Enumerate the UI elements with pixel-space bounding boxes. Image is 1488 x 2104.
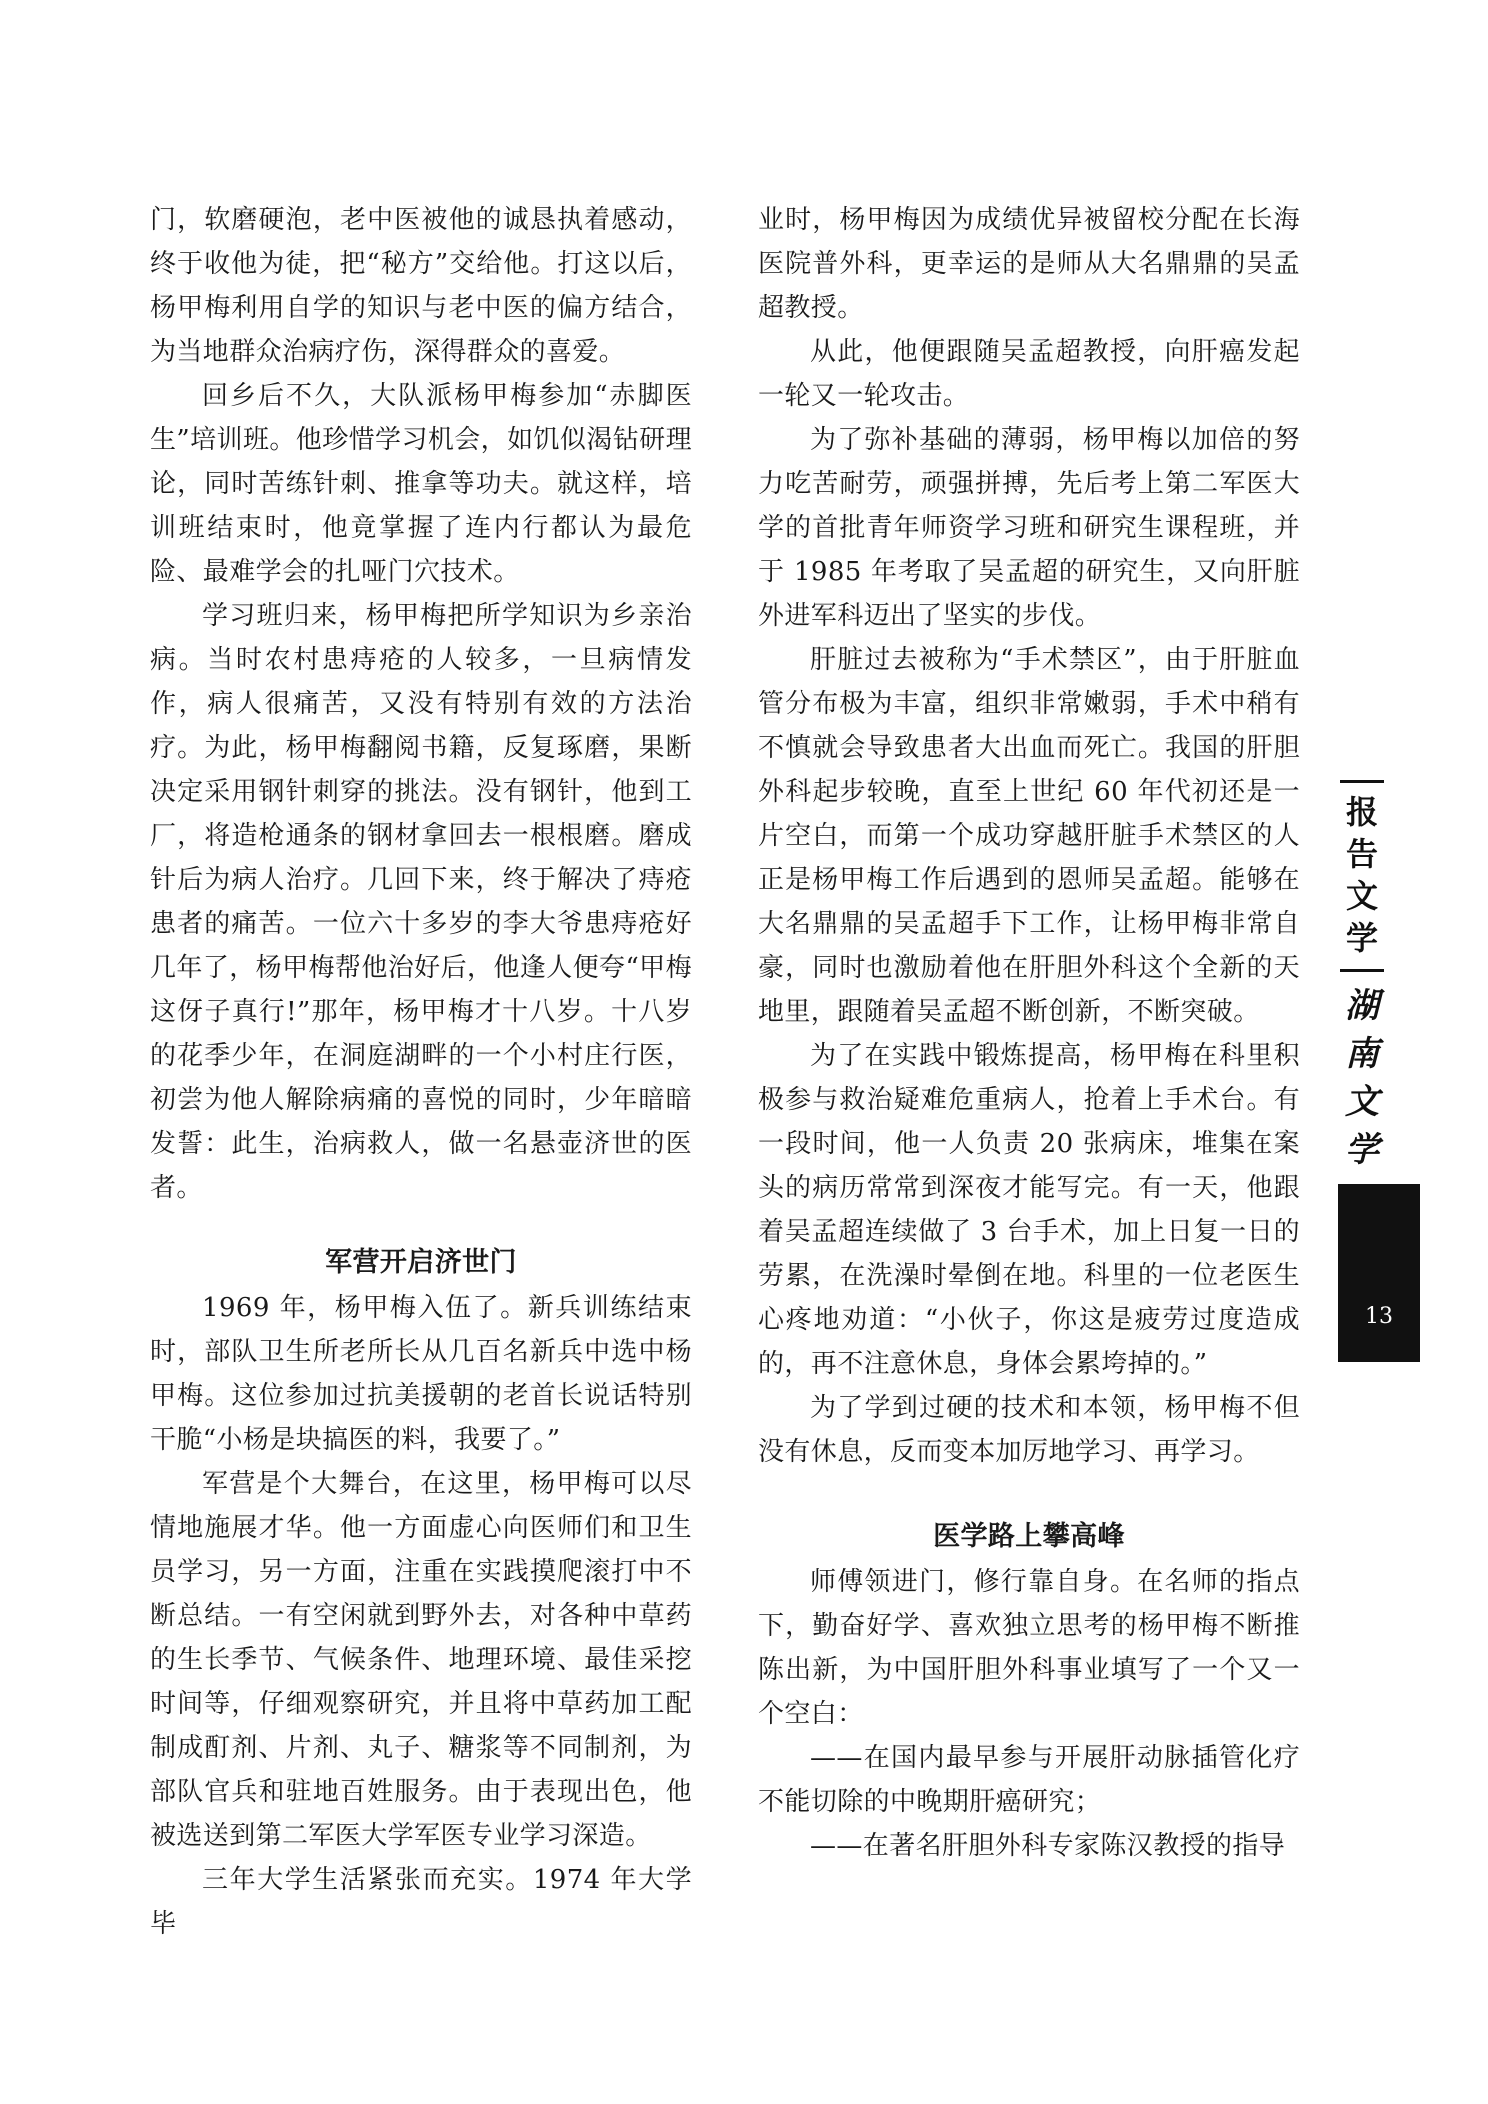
magazine-name: 湖 南 文 学: [1345, 986, 1379, 1170]
body-paragraph: 学习班归来，杨甲梅把所学知识为乡亲治病。当时农村患痔疮的人较多，一旦病情发作，病人很痛苦，又没有特别有效的方法治疗。为此，杨甲梅翻阅书籍，反复琢磨，果断决定采用钢针刺穿的挑法。没有钢针，他到工厂，将造枪通条的钢材拿回去一根根磨。磨成针后为病人治疗。几回下来，终于解决了痔疮患者的痛苦。一位六十多岁的李大爷患痔疮好几年了，杨甲梅帮他治好后，他逢人便夸“甲梅这伢子真行!”那年，杨甲梅才十八岁。十八岁的花季少年，在洞庭湖畔的一个小村庄行医，初尝为他人解除病痛的喜悦的同时，少年暗暗发誓：此生，治病救人，做一名悬壶济世的医者。: [150, 601, 692, 1203]
body-paragraph: 门，软磨硬泡，老中医被他的诚恳执着感动，终于收他为徒，把“秘方”交给他。打这以后，杨甲梅利用自学的知识与老中医的偏方结合，为当地群众治病疗伤，深得群众的喜爱。: [150, 205, 692, 367]
body-paragraph: 军营是个大舞台，在这里，杨甲梅可以尽情地施展才华。他一方面虚心向医师们和卫生员学习，另一方面，注重在实践摸爬滚打中不断总结。一有空闲就到野外去，对各种中草药的生长季节、气候条件、地理环境、最佳采挖时间等，仔细观察研究，并且将中草药加工配制成酊剂、片剂、丸子、糖浆等不同制剂，为部队官兵和驻地百姓服务。由于表现出色，他被选送到第二军医大学军医专业学习深造。: [150, 1469, 692, 1851]
body-paragraph: ——在著名肝胆外科专家陈汉教授的指导: [810, 1831, 1286, 1861]
section-heading: 医学路上攀高峰: [933, 1521, 1125, 1552]
body-paragraph: 师傅领进门，修行靠自身。在名师的指点下，勤奋好学、喜欢独立思考的杨甲梅不断推陈出新，为中国肝胆外科事业填写了一个又一个空白：: [758, 1567, 1300, 1729]
page-number: 13: [1365, 1304, 1393, 1329]
body-paragraph: 从此，他便跟随吴孟超教授，向肝癌发起一轮又一轮攻击。: [758, 337, 1300, 411]
tab-middle-rule: [1340, 969, 1384, 972]
body-paragraph: 为了在实践中锻炼提高，杨甲梅在科里积极参与救治疑难危重病人，抢着上手术台。有一段时间，他一人负责 20 张病床，堆集在案头的病历常常到深夜才能写完。有一天，他跟着吴孟超连续做了 3 台手术，加上日复一日的劳累，在洗澡时晕倒在地。科里的一位老医生心疼地劝道：“小伙子，你这是疲劳过度造成的，再不注意休息，身体会累垮掉的。”: [758, 1041, 1300, 1379]
body-paragraph: ——在国内最早参与开展肝动脉插管化疗不能切除的中晚期肝癌研究；: [758, 1743, 1300, 1817]
right-column: [758, 198, 1300, 1868]
body-paragraph: 1969 年，杨甲梅入伍了。新兵训练结束时，部队卫生所老所长从几百名新兵中选中杨甲梅。这位参加过抗美援朝的老首长说话特别干脆“小杨是块搞医的料，我要了。”: [150, 1293, 692, 1455]
left-column: [150, 198, 692, 1946]
body-paragraph: 回乡后不久，大队派杨甲梅参加“赤脚医生”培训班。他珍惜学习机会，如饥似渴钻研理论，同时苦练针刺、推拿等功夫。就这样，培训班结束时，他竟掌握了连内行都认为最危险、最难学会的扎哑门穴技术。: [150, 381, 692, 587]
side-tab: [1340, 780, 1420, 1362]
section-heading: 军营开启济世门: [325, 1247, 517, 1278]
body-paragraph: 三年大学生活紧张而充实。1974 年大学毕: [150, 1865, 692, 1939]
tab-top-rule: [1340, 780, 1384, 783]
section-label: 报 告 文 学: [1345, 793, 1378, 957]
body-paragraph: 为了学到过硬的技术和本领，杨甲梅不但没有休息，反而变本加厉地学习、再学习。: [758, 1393, 1300, 1467]
body-paragraph: 业时，杨甲梅因为成绩优异被留校分配在长海医院普外科，更幸运的是师从大名鼎鼎的吴孟超教授。: [758, 205, 1300, 323]
page-number-block: [1338, 1184, 1420, 1362]
body-paragraph: 肝脏过去被称为“手术禁区”，由于肝脏血管分布极为丰富，组织非常嫩弱，手术中稍有不慎就会导致患者大出血而死亡。我国的肝胆外科起步较晚，直至上世纪 60 年代初还是一片空白，而第一个成功穿越肝脏手术禁区的人正是杨甲梅工作后遇到的恩师吴孟超。能够在大名鼎鼎的吴孟超手下工作，让杨甲梅非常自豪，同时也激励着他在肝胆外科这个全新的天地里，跟随着吴孟超不断创新，不断突破。: [758, 645, 1300, 1027]
body-paragraph: 为了弥补基础的薄弱，杨甲梅以加倍的努力吃苦耐劳，顽强拼搏，先后考上第二军医大学的首批青年师资学习班和研究生课程班，并于 1985 年考取了吴孟超的研究生，又向肝脏外进军科迈出了坚实的步伐。: [758, 425, 1300, 631]
